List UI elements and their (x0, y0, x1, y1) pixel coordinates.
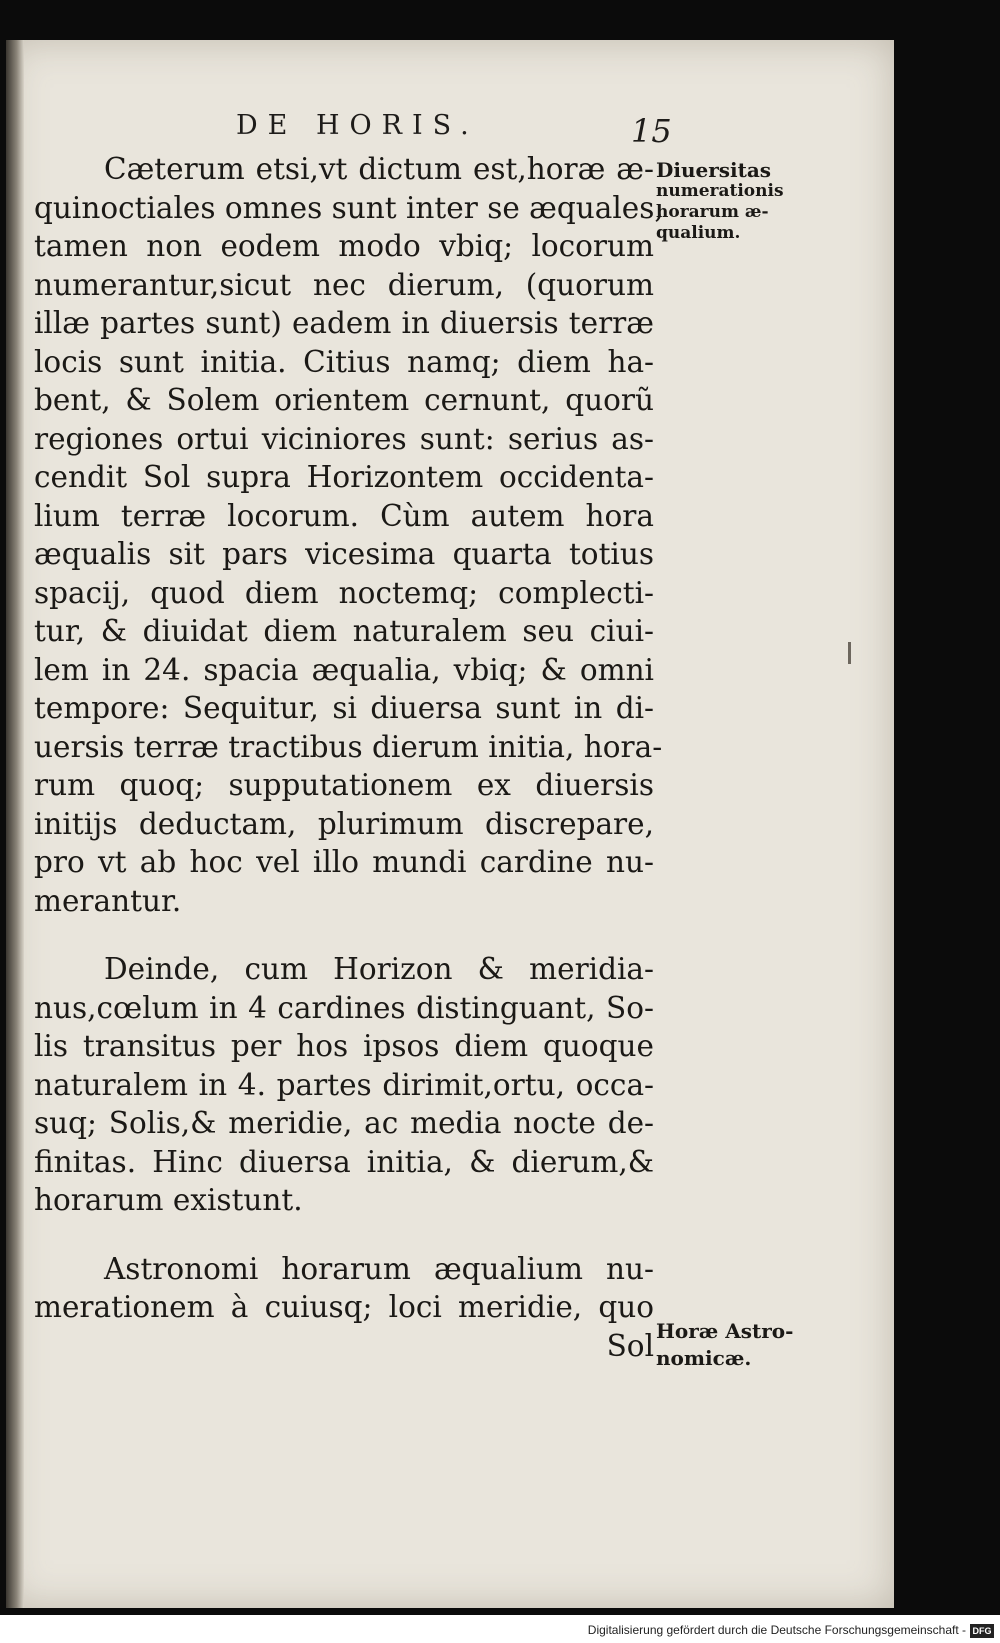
text-line: locis sunt initia. Citius namq; diem ha- (34, 344, 654, 379)
paragraph-2 (34, 950, 654, 1220)
page-header (6, 110, 894, 150)
text-line: uersis terræ tractibus dierum initia, hora- (34, 729, 663, 764)
footer-bar (0, 1615, 1000, 1643)
text-line: quinoctiales omnes sunt inter se æquales, (34, 190, 664, 225)
text-line: nus,cœlum in 4 cardines distinguant, So- (34, 990, 654, 1025)
text-line: lem in 24. spacia æqualia, vbiq; & omni (34, 652, 654, 687)
paragraph-3 (34, 1250, 654, 1366)
main-text (34, 150, 664, 1365)
text-line: numerantur,sicut nec dierum, (quorum (34, 267, 654, 302)
text-line: tempore: Sequitur, si diuersa sunt in di- (34, 691, 654, 725)
text-line: initijs deductam, plurimum discrepare, (34, 806, 654, 841)
text-line: finitas. Hinc diuersa initia, & dierum,& (34, 1144, 654, 1179)
marginal-line: numerationis (656, 181, 784, 201)
text-line: Cæterum etsi,vt dictum est,horæ æ- (104, 152, 654, 186)
text-line: tamen non eodem modo vbiq; locorum (34, 229, 654, 263)
page-mark (848, 642, 851, 664)
page-gutter (6, 40, 24, 1608)
marginal-note-astronomical (656, 1318, 826, 1372)
marginal-line: horarum æ- (656, 202, 769, 222)
text-line: Deinde, cum Horizon & meridia- (104, 952, 654, 986)
text-line: merationem à cuiusq; loci meridie, quo (34, 1290, 654, 1324)
text-line: bent, & Solem orientem cernunt, quorũ (34, 383, 654, 417)
text-line: horarum existunt. (34, 1183, 303, 1217)
text-line: naturalem in 4. partes dirimit,ortu, occa- (34, 1067, 654, 1102)
book-page (6, 40, 894, 1608)
text-line: æqualis sit pars vicesima quarta totius (34, 537, 654, 571)
catchword: Sol (606, 1328, 654, 1363)
text-line: illæ partes sunt) eadem in diuersis terræ (34, 306, 654, 340)
text-line: merantur. (34, 883, 182, 918)
paragraph-1 (34, 150, 664, 920)
dfg-logo: DFG (970, 1624, 994, 1638)
folio-number: 15 (631, 112, 672, 150)
marginal-line: Horæ Astro- (656, 1319, 794, 1343)
text-line: Astronomi horarum æqualium nu- (104, 1251, 654, 1286)
marginal-note-diversity (656, 160, 826, 244)
text-line: suq; Solis,& meridie, ac media nocte de- (34, 1106, 654, 1140)
text-line: lium terræ locorum. Cùm autem hora (34, 498, 654, 533)
marginal-line: Diuersitas (656, 158, 772, 182)
text-line: pro vt ab hoc vel illo mundi cardine nu- (34, 845, 654, 879)
text-line: tur, & diuidat diem naturalem seu ciui- (34, 614, 654, 648)
text-line: rum quoq; supputationem ex diuersis (34, 768, 654, 802)
running-title: DE HORIS. (236, 110, 479, 141)
funding-credit: Digitalisierung gefördert durch die Deutsche Forschungsgemeinschaft - (587, 1623, 966, 1637)
marginal-line: qualium. (656, 223, 741, 243)
marginal-line: nomicæ. (656, 1346, 752, 1370)
text-line: spacij, quod diem noctemq; complecti- (34, 575, 654, 610)
text-line: regiones ortui viciniores sunt: serius as- (34, 421, 654, 456)
text-line: cendit Sol supra Horizontem occidenta- (34, 460, 654, 494)
text-line: lis transitus per hos ipsos diem quoque (34, 1029, 654, 1063)
